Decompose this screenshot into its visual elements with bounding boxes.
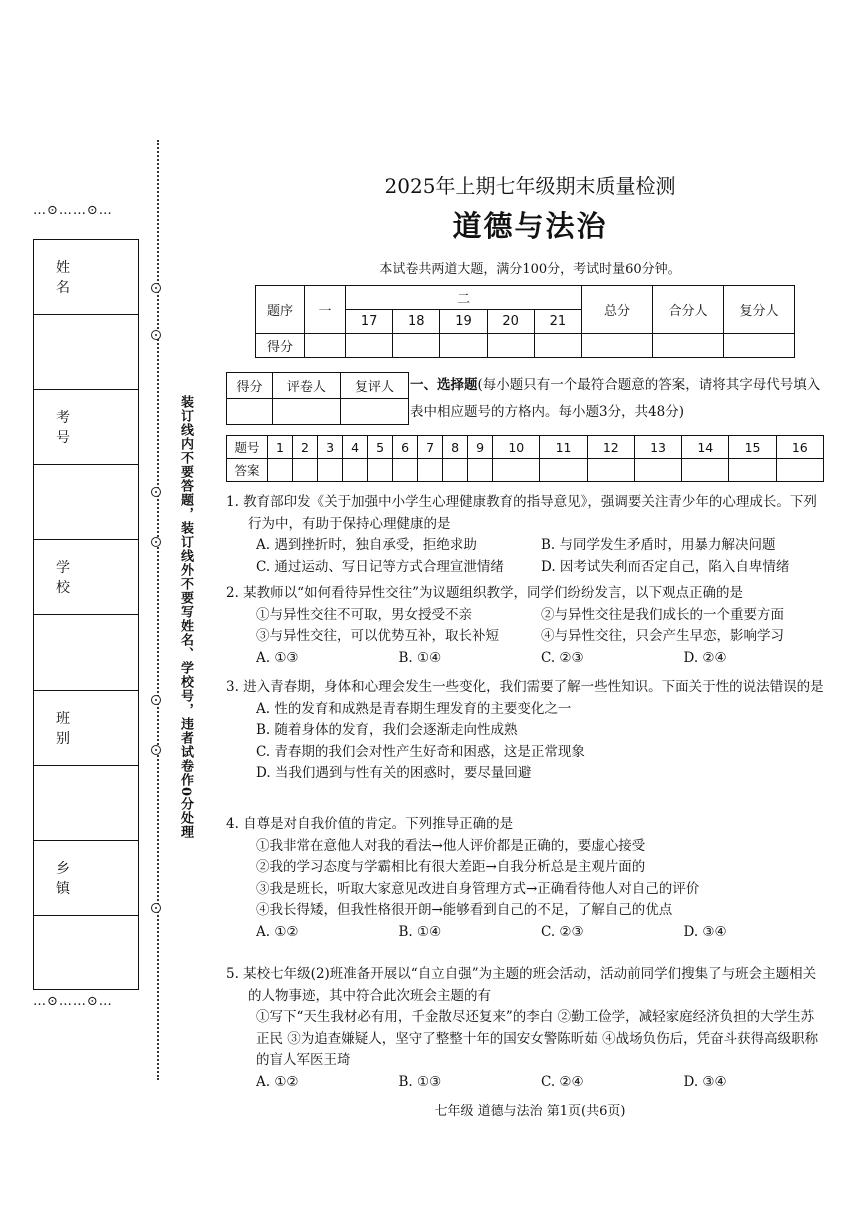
score-cell[interactable]	[440, 334, 487, 358]
question-stem: 3. 进入青春期，身体和心理会发生一些变化，我们需要了解一些性知识。下面关于性的说法错误的是	[226, 679, 824, 695]
grader-cell[interactable]	[272, 399, 340, 425]
student-info-box	[33, 239, 139, 990]
answer-cell[interactable]	[493, 459, 540, 482]
question-body: ①写下“天生我材必有用，千金散尽还复来”的李白 ②勤工俭学，减轻家庭经济负担的大学生苏正民 ③为追查嫌疑人，坚守了整整十年的国安女警陈昕茹 ④战场负伤后，凭奋斗获得高级职称的盲人军医王琦	[256, 1009, 819, 1068]
statement: ④与异性交往，只会产生早恋，影响学习	[541, 628, 784, 644]
score-sub-col: 19	[440, 310, 487, 334]
statement: ③我是班长，听取大家意见改进自身管理方式→正确看待他人对自己的评价	[256, 880, 700, 897]
option: B. 随着身体的发育，我们会逐渐走向性成熟	[256, 722, 518, 738]
score-sub-col: 20	[487, 310, 534, 334]
option: D. 因考试失利而否定自己，陷入自卑情绪	[541, 558, 790, 575]
field-school[interactable]	[34, 615, 138, 690]
score-cell[interactable]	[724, 334, 795, 358]
subject-title: 道德与法治	[452, 209, 608, 243]
label-name: 姓 名	[34, 240, 138, 315]
statement: ③与异性交往，可以优势互补，取长补短	[256, 628, 499, 644]
answer-cell[interactable]	[776, 459, 823, 482]
answer-number: 11	[540, 436, 587, 459]
option: A. ①③	[256, 649, 299, 666]
binding-dots-bottom: …⊙……⊙…	[33, 994, 113, 1009]
option: A. ①②	[256, 1073, 299, 1090]
field-class[interactable]	[34, 766, 138, 841]
score-cell[interactable]	[305, 334, 346, 358]
question-stem: 5. 某校七年级(2)班准备开展以“自立自强”为主题的班会活动，活动前同学们搜集了与班会主题相关的人物事迹，其中符合此次班会主题的有	[226, 966, 817, 1004]
answer-number: 5	[368, 436, 393, 459]
answer-number: 7	[418, 436, 443, 459]
grader-table	[226, 372, 409, 425]
binding-circle-icon	[151, 537, 161, 547]
binding-dots-top: …⊙……⊙…	[33, 203, 113, 218]
score-cell[interactable]	[653, 334, 724, 358]
option: A. 性的发育和成熟是青春期生理发育的主要变化之一	[256, 700, 572, 717]
option: C. ②③	[541, 649, 584, 666]
statement: ②我的学习态度与学霸相比有很大差距→自我分析总是主观片面的	[256, 859, 646, 875]
answer-cell[interactable]	[318, 459, 343, 482]
option: B. ①④	[398, 649, 442, 666]
binding-notice: 装订线内不要答题，装订线外不要写姓名、学校号，违者试卷作0分处理	[178, 395, 193, 840]
answer-cell[interactable]	[729, 459, 776, 482]
question-stem: 4. 自尊是对自我价值的肯定。下列推导正确的是	[226, 816, 514, 832]
question-stem: 2. 某教师以“如何看待异性交往”为议题组织教学，同学们纷纷发言，以下观点正确的是	[226, 585, 743, 601]
answer-row-label: 答案	[227, 459, 268, 482]
grader-cell[interactable]	[340, 399, 408, 425]
answer-number: 3	[318, 436, 343, 459]
statement: ②与异性交往是我们成长的一个重要方面	[541, 606, 784, 623]
answer-number: 2	[293, 436, 318, 459]
answer-number: 8	[443, 436, 468, 459]
option: C. 通过运动、写日记等方式合理宣泄情绪	[256, 558, 504, 575]
answer-number: 4	[343, 436, 368, 459]
answer-cell[interactable]	[540, 459, 587, 482]
score-col-one: 一	[305, 286, 346, 334]
option: B. ①③	[398, 1073, 442, 1090]
grader-name: 评卷人	[272, 373, 340, 399]
answer-number: 10	[493, 436, 540, 459]
answer-table	[226, 435, 824, 482]
option: D. 当我们遇到与性有关的困惑时，要尽量回避	[256, 765, 532, 781]
option: D. ②④	[683, 649, 727, 666]
score-sub-col: 18	[393, 310, 440, 334]
field-exam-number[interactable]	[34, 465, 138, 540]
answer-number: 1	[268, 436, 293, 459]
option: C. 青春期的我们会对性产生好奇和困惑，这是正常现象	[256, 743, 585, 760]
binding-circle-icon	[151, 903, 161, 913]
field-township[interactable]	[34, 916, 138, 991]
answer-number: 15	[729, 436, 776, 459]
grader-recheck: 复评人	[340, 373, 408, 399]
option: C. ②④	[541, 1073, 584, 1090]
question-5	[226, 964, 826, 1093]
grader-cell[interactable]	[227, 399, 273, 425]
score-sub-col: 17	[346, 310, 393, 334]
option: B. 与同学发生矛盾时，用暴力解决问题	[541, 537, 776, 553]
score-label: 得分	[256, 334, 305, 358]
score-sub-col: 21	[534, 310, 581, 334]
label-exam-number: 考 号	[34, 390, 138, 465]
answer-number: 6	[393, 436, 418, 459]
option: D. ③④	[683, 923, 727, 940]
question-4	[226, 814, 826, 943]
question-1	[226, 492, 826, 578]
answer-cell[interactable]	[468, 459, 493, 482]
answer-cell[interactable]	[268, 459, 293, 482]
score-col-two: 二	[346, 286, 582, 310]
option: A. 遇到挫折时，独自承受，拒绝求助	[256, 537, 477, 553]
answer-number: 12	[587, 436, 634, 459]
answer-number: 13	[634, 436, 681, 459]
binding-circle-icon	[151, 330, 161, 340]
answer-number: 16	[776, 436, 823, 459]
exam-title: 2025年上期七年级期末质量检测	[384, 174, 676, 198]
statement: ④我长得矮，但我性格很开朗→能够看到自己的不足，了解自己的优点	[256, 902, 673, 918]
label-school: 学 校	[34, 540, 138, 615]
score-cell[interactable]	[582, 334, 653, 358]
answer-cell[interactable]	[587, 459, 634, 482]
label-township: 乡 镇	[34, 841, 138, 916]
score-cell[interactable]	[534, 334, 581, 358]
score-rechecker: 复分人	[724, 286, 795, 334]
statement: ①我非常在意他人对我的看法→他人评价都是正确的，要虚心接受	[256, 837, 646, 854]
binding-circle-icon	[151, 283, 161, 293]
answer-cell[interactable]	[393, 459, 418, 482]
label-class: 班 别	[34, 691, 138, 766]
score-cell[interactable]	[487, 334, 534, 358]
answer-cell[interactable]	[343, 459, 368, 482]
option: B. ①④	[398, 923, 442, 940]
statement: ①与异性交往不可取，男女授受不亲	[256, 606, 472, 623]
section-one-title: 一、选择题	[410, 377, 478, 393]
field-name[interactable]	[34, 315, 138, 390]
section-one-desc: (每小题只有一个最符合题意的答案，请将其字母代号填入表中相应题号的方格内。每小题3分，共48分)	[410, 377, 821, 420]
score-cell[interactable]	[393, 334, 440, 358]
answer-cell[interactable]	[443, 459, 468, 482]
answer-number: 14	[682, 436, 729, 459]
option: C. ②③	[541, 923, 584, 940]
question-3	[226, 677, 826, 785]
page-footer: 七年级 道德与法治 第1页(共6页)	[434, 1104, 626, 1119]
score-row-header: 题序	[256, 286, 305, 334]
binding-circle-icon	[151, 695, 161, 705]
score-total: 总分	[582, 286, 653, 334]
option: A. ①②	[256, 923, 299, 940]
binding-circle-icon	[151, 745, 161, 755]
answer-cell[interactable]	[293, 459, 318, 482]
grader-score: 得分	[227, 373, 273, 399]
option: D. ③④	[683, 1073, 727, 1090]
question-stem: 1. 教育部印发《关于加强中小学生心理健康教育的指导意见》，强调要关注青少年的心理成长。下列行为中，有助于保持心理健康的是	[226, 494, 817, 532]
binding-line	[157, 140, 159, 1080]
section-one-heading	[410, 372, 825, 426]
binding-circle-icon	[151, 487, 161, 497]
score-cell[interactable]	[346, 334, 393, 358]
answer-cell[interactable]	[634, 459, 681, 482]
score-checker: 合分人	[653, 286, 724, 334]
answer-number: 9	[468, 436, 493, 459]
answer-row-label: 题号	[227, 436, 268, 459]
question-2	[226, 583, 826, 669]
answer-cell[interactable]	[682, 459, 729, 482]
answer-cell[interactable]	[368, 459, 393, 482]
exam-note: 本试卷共两道大题，满分100分，考试时量60分钟。	[379, 262, 681, 277]
score-table	[255, 285, 795, 358]
answer-cell[interactable]	[418, 459, 443, 482]
